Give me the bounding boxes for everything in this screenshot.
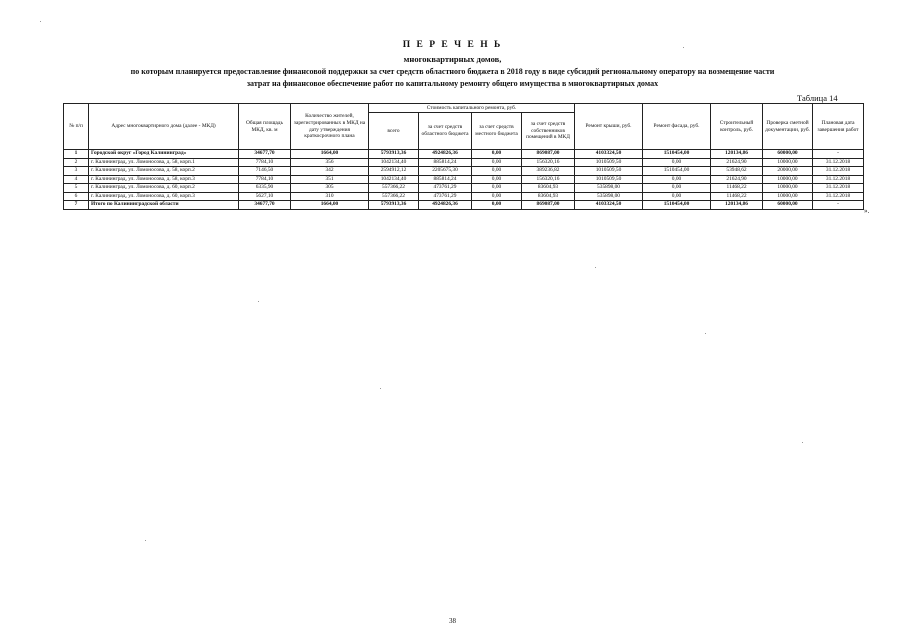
cell-facade: 0,00	[643, 175, 711, 184]
cell-num: 5	[64, 184, 89, 193]
header-date: Плановая дата завершения работ	[813, 104, 864, 150]
cell-address: Итого по Калининградской области	[89, 201, 239, 210]
cell-owners: 83604,93	[522, 184, 575, 193]
cell-total: 557366,22	[369, 184, 419, 193]
cell-total: 1042134,40	[369, 175, 419, 184]
cell-date: -	[813, 150, 864, 159]
houses-table	[63, 103, 864, 210]
cell-check: 60000,00	[763, 201, 813, 210]
cell-local: 0,00	[472, 158, 522, 167]
cell-check: 20000,00	[763, 167, 813, 176]
cell-regional: 885814,24	[419, 175, 472, 184]
cell-facade: 1510454,00	[643, 167, 711, 176]
cell-facade: 1510454,00	[643, 150, 711, 159]
cell-regional: 2205675,30	[419, 167, 472, 176]
cell-check: 10000,00	[763, 175, 813, 184]
cell-roof: 535898,00	[575, 184, 643, 193]
scan-speck	[40, 21, 41, 22]
cell-total: 5793913,36	[369, 201, 419, 210]
cell-total: 2594912,12	[369, 167, 419, 176]
cell-facade: 1510454,00	[643, 201, 711, 210]
cell-area: 5627,10	[239, 192, 291, 201]
header-check: Проверка сметной документации, руб.	[763, 104, 813, 150]
cell-roof: 4103324,50	[575, 150, 643, 159]
table-row	[64, 158, 864, 167]
header-num: № п/п	[64, 104, 89, 150]
cell-address: г. Калининград, ул. Ломоносова, д. 58, корп.1	[89, 158, 239, 167]
cell-area: 34677,70	[239, 201, 291, 210]
cell-check: 10000,00	[763, 184, 813, 193]
document-description-line1: по которым планируется предоставление финансовой поддержки за счет средств областного бюджета в 2018 году в виде субсидий региональному оператору на возмещение части	[130, 67, 775, 76]
cell-date: 31.12.2018	[813, 158, 864, 167]
header-owners: за счет средств собственников помещений в МКД	[522, 113, 575, 150]
cell-num: 7	[64, 201, 89, 210]
table-row	[64, 192, 864, 201]
cell-total: 1042134,40	[369, 158, 419, 167]
cell-regional: 473761,29	[419, 192, 472, 201]
cell-supervision: 53948,62	[711, 167, 763, 176]
page-number: 38	[449, 617, 456, 625]
cell-date: 31.12.2018	[813, 184, 864, 193]
cell-roof: 535898,00	[575, 192, 643, 201]
cell-check: 60000,00	[763, 150, 813, 159]
cell-residents: 351	[291, 175, 369, 184]
cell-address: г. Калининград, ул. Ломоносова, д. 58, корп.2	[89, 167, 239, 176]
document-subtitle: многоквартирных домов,	[403, 54, 502, 64]
cell-local: 0,00	[472, 150, 522, 159]
cell-address: г. Калининград, ул. Ломоносова, д. 58, корп.3	[89, 175, 239, 184]
header-supervision: Строительный контроль, руб.	[711, 104, 763, 150]
cell-supervision: 11468,22	[711, 184, 763, 193]
cell-date: -	[813, 201, 864, 210]
cell-supervision: 11468,22	[711, 192, 763, 201]
cell-supervision: 120134,86	[711, 150, 763, 159]
scan-speck	[380, 388, 381, 389]
scan-speck	[802, 442, 803, 443]
cell-residents: 342	[291, 167, 369, 176]
cell-area: 7784,10	[239, 175, 291, 184]
cell-num: 1	[64, 150, 89, 159]
cell-owners: 83604,93	[522, 192, 575, 201]
cell-area: 7146,50	[239, 167, 291, 176]
cell-roof: 1010509,50	[575, 175, 643, 184]
cell-facade: 0,00	[643, 158, 711, 167]
cell-num: 4	[64, 175, 89, 184]
table-body	[64, 150, 864, 210]
header-regional: за счет средств областного бюджета	[419, 113, 472, 150]
document-description-line2: затрат на финансовое обеспечение работ по капитальному ремонту общего имущества в многоквартирных домах	[246, 79, 659, 88]
scan-speck	[595, 267, 596, 268]
cell-local: 0,00	[472, 167, 522, 176]
cell-date: 31.12.2018	[813, 175, 864, 184]
cell-num: 6	[64, 192, 89, 201]
cell-date: 31.12.2018	[813, 167, 864, 176]
cell-area: 34677,70	[239, 150, 291, 159]
scan-speck	[683, 47, 684, 48]
header-facade: Ремонт фасада, руб.	[643, 104, 711, 150]
document-title: П Е Р Е Ч Е Н Ь	[402, 40, 503, 50]
cell-residents: 1664,00	[291, 150, 369, 159]
cell-local: 0,00	[472, 201, 522, 210]
closing-quote: ».	[864, 207, 870, 215]
cell-num: 2	[64, 158, 89, 167]
header-residents: Количество жителей, зарегистрированных в МКД на дату утверждения краткосрочного плана	[291, 104, 369, 150]
cell-supervision: 21624,90	[711, 158, 763, 167]
table-row	[64, 201, 864, 210]
cell-local: 0,00	[472, 175, 522, 184]
cell-owners: 869087,00	[522, 150, 575, 159]
cell-date: 31.12.2018	[813, 192, 864, 201]
scan-speck	[145, 540, 146, 541]
header-cost-group: Стоимость капитального ремонта, руб.	[369, 104, 575, 113]
table-row	[64, 150, 864, 159]
scan-speck	[258, 301, 259, 302]
cell-num: 3	[64, 167, 89, 176]
table-row	[64, 175, 864, 184]
header-roof: Ремонт крыши, руб.	[575, 104, 643, 150]
cell-check: 10000,00	[763, 158, 813, 167]
table-row	[64, 184, 864, 193]
cell-facade: 0,00	[643, 192, 711, 201]
cell-local: 0,00	[472, 184, 522, 193]
cell-area: 7784,10	[239, 158, 291, 167]
cell-local: 0,00	[472, 192, 522, 201]
header-area: Общая площадь МКД, кв. м	[239, 104, 291, 150]
cell-area: 6335,90	[239, 184, 291, 193]
cell-regional: 4924826,36	[419, 150, 472, 159]
cell-roof: 1010509,50	[575, 158, 643, 167]
cell-facade: 0,00	[643, 184, 711, 193]
header-local: за счет средств местного бюджета	[472, 113, 522, 150]
cell-regional: 885814,24	[419, 158, 472, 167]
cell-roof: 4103324,50	[575, 201, 643, 210]
table-row	[64, 167, 864, 176]
header-address: Адрес многоквартирного дома (далее - МКД)	[89, 104, 239, 150]
cell-residents: 1664,00	[291, 201, 369, 210]
cell-roof: 1010509,50	[575, 167, 643, 176]
cell-residents: 356	[291, 158, 369, 167]
cell-address: г. Калининград, ул. Ломоносова, д. 60, корп.3	[89, 192, 239, 201]
cell-regional: 4924826,36	[419, 201, 472, 210]
cell-address: г. Калининград, ул. Ломоносова, д. 60, корп.2	[89, 184, 239, 193]
scan-speck	[705, 333, 706, 334]
cell-residents: 305	[291, 184, 369, 193]
cell-owners: 156320,16	[522, 158, 575, 167]
header-total: всего	[369, 113, 419, 150]
cell-supervision: 120134,86	[711, 201, 763, 210]
cell-owners: 869087,00	[522, 201, 575, 210]
cell-address: Городской округ «Город Калининград»	[89, 150, 239, 159]
cell-owners: 156320,16	[522, 175, 575, 184]
cell-regional: 473761,29	[419, 184, 472, 193]
cell-owners: 389236,82	[522, 167, 575, 176]
cell-supervision: 21624,90	[711, 175, 763, 184]
cell-total: 557366,22	[369, 192, 419, 201]
cell-residents: 310	[291, 192, 369, 201]
table-label: Таблица 14	[797, 93, 838, 103]
cell-total: 5793913,36	[369, 150, 419, 159]
cell-check: 10000,00	[763, 192, 813, 201]
